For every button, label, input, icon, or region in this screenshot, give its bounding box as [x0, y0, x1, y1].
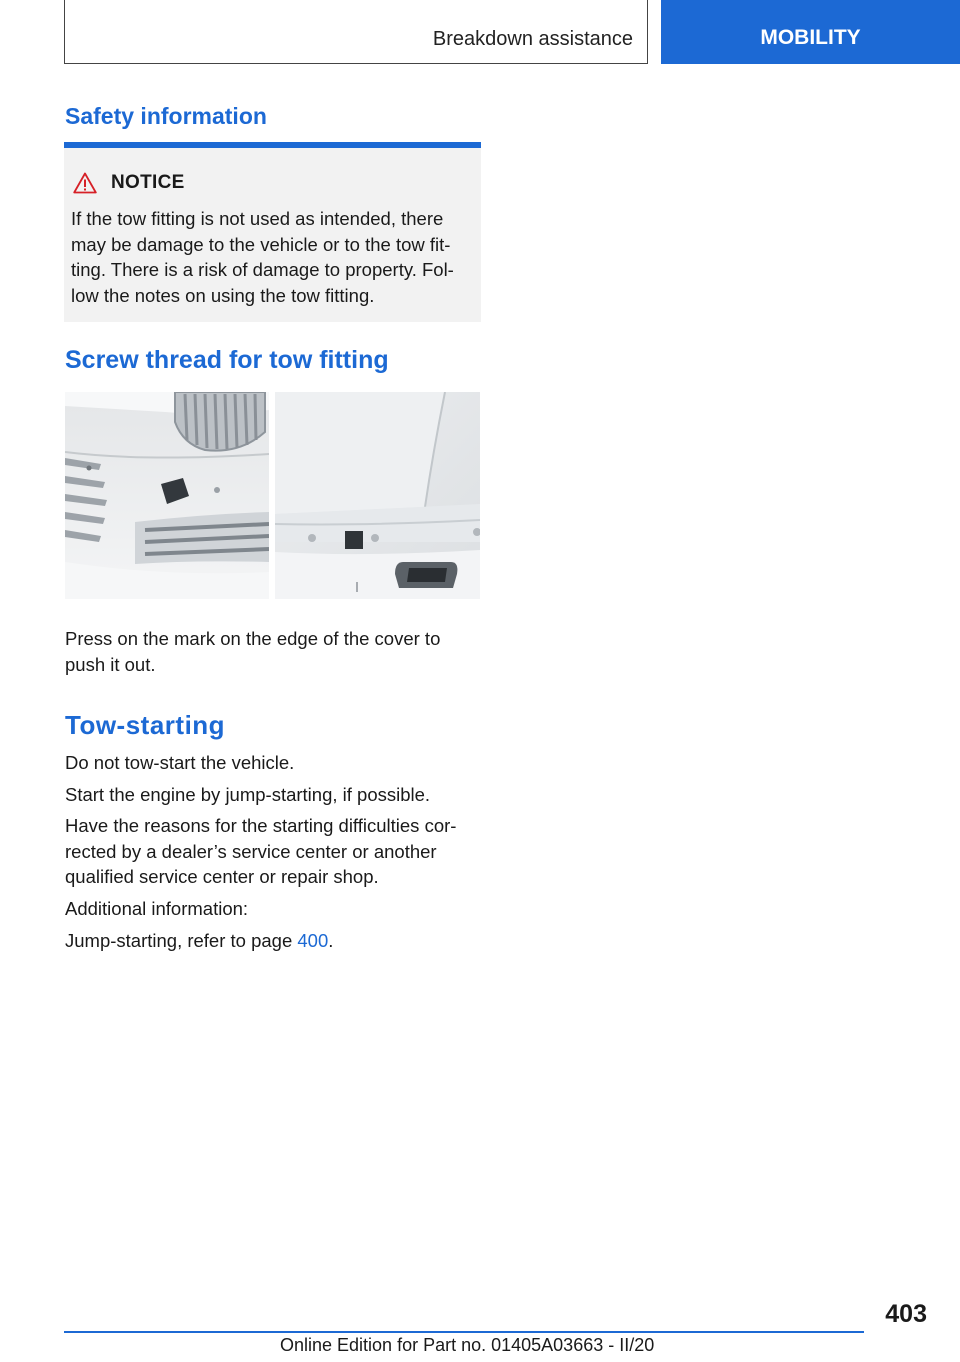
jump-start-reference-text: Jump-starting, refer to page — [65, 930, 298, 951]
screw-thread-instruction: Press on the mark on the edge of the cover to push it out. — [65, 628, 441, 675]
footer-rule — [64, 1331, 864, 1333]
header-chapter-label: MOBILITY — [760, 26, 861, 49]
header-section-title: Breakdown assistance — [432, 28, 633, 50]
tow-starting-paragraph-3: Have the reasons for the starting difficulties cor- rected by a dealer’s service center or another qualified service center or repair shop. — [65, 815, 457, 887]
notice-box — [64, 142, 481, 322]
tow-starting-heading: Tow-starting — [65, 710, 226, 740]
screw-thread-heading: Screw thread for tow fitting — [65, 346, 389, 374]
tow-fitting-illustration — [65, 392, 480, 599]
tow-starting-paragraph-5 — [65, 928, 481, 954]
warning-triangle-icon — [73, 172, 97, 194]
notice-text: If the tow fitting is not used as intended, there may be damage to the vehicle or to the tow fit- ting. There is a risk of damage to property. Fol- low the notes on using the tow fitting. — [71, 208, 454, 306]
header-section-box — [64, 0, 648, 64]
page-number: 403 — [885, 1300, 927, 1328]
tow-starting-paragraph-1: Do not tow-start the vehicle. — [65, 752, 295, 773]
tow-starting-paragraph-2: Start the engine by jump-starting, if possible. — [65, 784, 431, 805]
bumper-cover-image — [65, 392, 480, 599]
notice-header — [73, 172, 185, 194]
tow-starting-paragraph-4: Additional information: — [65, 898, 249, 919]
header-chapter-tab[interactable] — [661, 0, 960, 64]
notice-label: NOTICE — [111, 172, 185, 193]
safety-heading: Safety information — [65, 103, 267, 129]
jump-start-reference-suffix: . — [328, 930, 334, 951]
footer-edition: Online Edition for Part no. 01405A03663 - II/20 — [280, 1335, 655, 1355]
page-reference-link[interactable]: 400 — [297, 930, 329, 951]
